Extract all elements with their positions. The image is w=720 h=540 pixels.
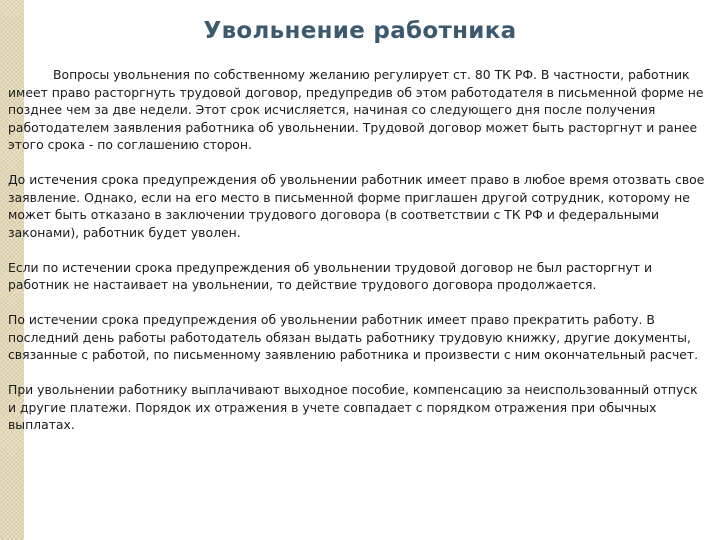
paragraph-final-day: По истечении срока предупреждения об увольнении работник имеет право прекратить работу. В последний день работы работодатель обязан выдать работнику трудовую книжку, другие документы, связанные с работой, по письменному заявлению работника и произвести с ним окончательный расчет.: [8, 312, 699, 362]
paragraph-payments: При увольнении работнику выплачивают выходное пособие, компенсацию за неиспользованный отпуск и другие платежи. Порядок их отражения в учете совпадает с порядком отражения при обычных выплатах.: [8, 382, 698, 432]
paragraph-contract-continues: Если по истечении срока предупреждения об увольнении трудовой договор не был расторгнут и работник не настаивает на увольнении, то действие трудового договора продолжается.: [8, 259, 653, 292]
slide-body: [8, 66, 708, 434]
paragraph-withdraw-notice: До истечения срока предупреждения об увольнении работник имеет право в любое время отозвать свое заявление. Однако, если на его место в письменной форме приглашен другой сотрудник, которому не может быть отказано в заключении трудового договора (в соответствии с ТК РФ и федеральными законами), работник будет уволен.: [8, 172, 705, 240]
paragraph-resignation-rules: Вопросы увольнения по собственному желанию регулирует ст. 80 ТК РФ. В частности, работник имеет право расторгнуть трудовой договор, предупредив об этом работодателя в письменной форме не позднее чем за две недели. Этот срок исчисляется, начиная со следующего дня после получения работодателем заявления работника об увольнении. Трудовой договор может быть расторгнут и ранее этого срока - по соглашению сторон.: [8, 67, 704, 152]
page-title: Увольнение работника: [203, 18, 517, 44]
